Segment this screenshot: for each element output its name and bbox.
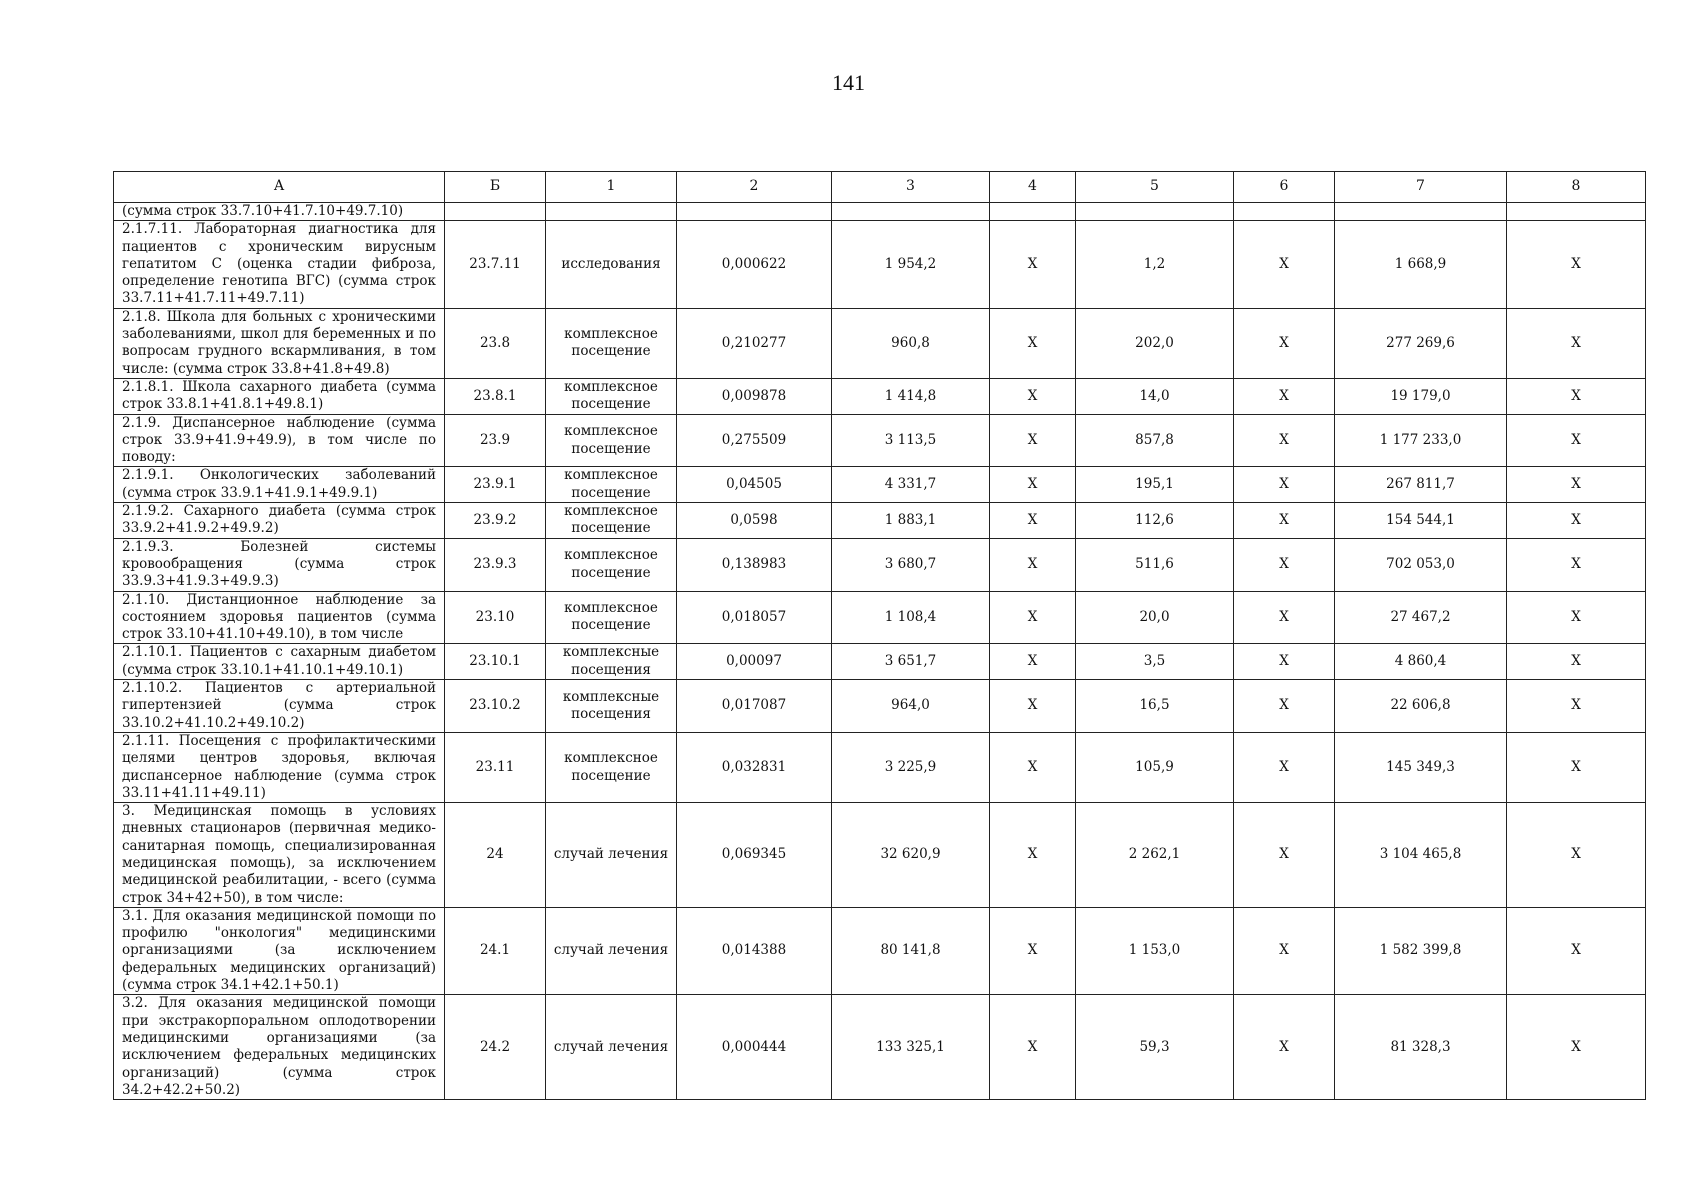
- table-cell: 81 328,3: [1335, 995, 1507, 1100]
- table-cell: X: [990, 680, 1076, 733]
- table-cell: 23.9.3: [445, 538, 546, 591]
- table-cell: 3 680,7: [832, 538, 990, 591]
- table-cell: 1 153,0: [1076, 907, 1234, 994]
- table-cell: 4 331,7: [832, 467, 990, 503]
- table-cell: X: [990, 308, 1076, 378]
- table-cell: [445, 203, 546, 221]
- table-cell: X: [1234, 378, 1335, 414]
- table-cell: комплексное посещение: [546, 538, 677, 591]
- table-cell: 20,0: [1076, 591, 1234, 644]
- table-cell: 80 141,8: [832, 907, 990, 994]
- table-cell: X: [990, 467, 1076, 503]
- table-cell: [1507, 203, 1646, 221]
- table-cell: 16,5: [1076, 680, 1234, 733]
- table-cell: X: [990, 732, 1076, 802]
- table-cell: X: [1507, 467, 1646, 503]
- table-row: [114, 308, 1646, 378]
- table-cell: X: [990, 591, 1076, 644]
- table-cell: 1 414,8: [832, 378, 990, 414]
- table-cell: 0,014388: [677, 907, 832, 994]
- table-cell: X: [1234, 803, 1335, 908]
- row-description-cell: 2.1.10. Дистанционное наблюдение за состоянием здоровья пациентов (сумма строк 33.10+41.10+49.10), в том числе: [114, 591, 445, 644]
- table-cell: 23.7.11: [445, 221, 546, 308]
- table-cell: случай лечения: [546, 803, 677, 908]
- table-cell: комплексное посещение: [546, 591, 677, 644]
- table-row: [114, 221, 1646, 308]
- table-cell: X: [1507, 644, 1646, 680]
- table-cell: 195,1: [1076, 467, 1234, 503]
- row-description-cell: 2.1.9.1. Онкологических заболеваний (сумма строк 33.9.1+41.9.1+49.9.1): [114, 467, 445, 503]
- table-cell: 0,04505: [677, 467, 832, 503]
- row-description-cell: 2.1.8. Школа для больных с хроническими заболеваниями, школ для беременных и по вопросам грудного вскармливания, в том числе: (сумма строк 33.8+41.8+49.8): [114, 308, 445, 378]
- table-cell: 14,0: [1076, 378, 1234, 414]
- table-cell: X: [1507, 503, 1646, 539]
- table-cell: X: [990, 503, 1076, 539]
- table-row: [114, 732, 1646, 802]
- table-cell: X: [1507, 732, 1646, 802]
- row-description-cell: 2.1.7.11. Лабораторная диагностика для пациентов с хроническим вирусным гепатитом C (оценка стадии фиброза, определение генотипа ВГС) (сумма строк 33.7.11+41.7.11+49.7.11): [114, 221, 445, 308]
- table-cell: 0,138983: [677, 538, 832, 591]
- table-cell: 22 606,8: [1335, 680, 1507, 733]
- table-cell: [1076, 203, 1234, 221]
- table-cell: X: [1234, 995, 1335, 1100]
- table-cell: [1234, 203, 1335, 221]
- table-row: [114, 203, 1646, 221]
- table-row: [114, 538, 1646, 591]
- table-cell: X: [1234, 503, 1335, 539]
- table-cell: 23.8: [445, 308, 546, 378]
- row-description-cell: 2.1.10.1. Пациентов с сахарным диабетом (сумма строк 33.10.1+41.10.1+49.10.1): [114, 644, 445, 680]
- table-cell: случай лечения: [546, 907, 677, 994]
- table-cell: X: [1234, 680, 1335, 733]
- table-cell: X: [1234, 644, 1335, 680]
- table-cell: [1335, 203, 1507, 221]
- row-description-cell: 2.1.9.2. Сахарного диабета (сумма строк 33.9.2+41.9.2+49.9.2): [114, 503, 445, 539]
- table-cell: [546, 203, 677, 221]
- table-cell: 0,00097: [677, 644, 832, 680]
- row-description-cell: 2.1.9.3. Болезней системы кровообращения (сумма строк 33.9.3+41.9.3+49.9.3): [114, 538, 445, 591]
- table-cell: 1 954,2: [832, 221, 990, 308]
- table-cell: комплексные посещения: [546, 644, 677, 680]
- table-cell: 23.9.2: [445, 503, 546, 539]
- table-cell: 3 225,9: [832, 732, 990, 802]
- table-cell: X: [990, 907, 1076, 994]
- table-cell: X: [1234, 538, 1335, 591]
- table-row: [114, 995, 1646, 1100]
- table-cell: 24.1: [445, 907, 546, 994]
- table-row: [114, 414, 1646, 467]
- table-cell: 23.9.1: [445, 467, 546, 503]
- table-cell: 105,9: [1076, 732, 1234, 802]
- table-cell: 24.2: [445, 995, 546, 1100]
- row-description-cell: 2.1.11. Посещения с профилактическими целями центров здоровья, включая диспансерное наблюдение (сумма строк 33.11+41.11+49.11): [114, 732, 445, 802]
- table-cell: X: [1234, 467, 1335, 503]
- table-cell: 23.10.2: [445, 680, 546, 733]
- table-cell: 32 620,9: [832, 803, 990, 908]
- table-cell: 154 544,1: [1335, 503, 1507, 539]
- row-description-cell: 2.1.10.2. Пациентов с артериальной гипертензией (сумма строк 33.10.2+41.10.2+49.10.2): [114, 680, 445, 733]
- row-description-cell: 3.2. Для оказания медицинской помощи при экстракорпоральном оплодотворении медицинскими организациями (за исключением федеральных медицинских организаций) (сумма строк 34.2+42.2+50.2): [114, 995, 445, 1100]
- table-cell: 3 104 465,8: [1335, 803, 1507, 908]
- table-cell: 0,069345: [677, 803, 832, 908]
- column-header: 5: [1076, 172, 1234, 203]
- table-cell: 267 811,7: [1335, 467, 1507, 503]
- table-row: [114, 644, 1646, 680]
- table-header-row: [114, 172, 1646, 203]
- table-cell: X: [990, 378, 1076, 414]
- table-cell: 3 113,5: [832, 414, 990, 467]
- table-cell: X: [990, 644, 1076, 680]
- table-cell: комплексные посещения: [546, 680, 677, 733]
- table-cell: комплексное посещение: [546, 503, 677, 539]
- table-cell: 277 269,6: [1335, 308, 1507, 378]
- table-cell: X: [1507, 591, 1646, 644]
- table-cell: 23.9: [445, 414, 546, 467]
- table-row: [114, 907, 1646, 994]
- table-cell: 857,8: [1076, 414, 1234, 467]
- table-cell: 112,6: [1076, 503, 1234, 539]
- table-cell: 19 179,0: [1335, 378, 1507, 414]
- page-number: 141: [832, 70, 865, 95]
- table-cell: 960,8: [832, 308, 990, 378]
- column-header: 3: [832, 172, 990, 203]
- table-cell: 0,000444: [677, 995, 832, 1100]
- table-cell: X: [1507, 803, 1646, 908]
- table-cell: X: [1234, 591, 1335, 644]
- table-cell: 23.11: [445, 732, 546, 802]
- table-cell: 23.10.1: [445, 644, 546, 680]
- table-cell: 4 860,4: [1335, 644, 1507, 680]
- table-cell: 0,009878: [677, 378, 832, 414]
- table-cell: X: [990, 538, 1076, 591]
- row-description-cell: 2.1.8.1. Школа сахарного диабета (сумма строк 33.8.1+41.8.1+49.8.1): [114, 378, 445, 414]
- table-cell: исследования: [546, 221, 677, 308]
- table-cell: 133 325,1: [832, 995, 990, 1100]
- row-description-cell: 2.1.9. Диспансерное наблюдение (сумма строк 33.9+41.9+49.9), в том числе по поводу:: [114, 414, 445, 467]
- table-cell: X: [990, 414, 1076, 467]
- table-cell: 23.8.1: [445, 378, 546, 414]
- column-header: 8: [1507, 172, 1646, 203]
- table-cell: комплексное посещение: [546, 732, 677, 802]
- table-cell: 0,0598: [677, 503, 832, 539]
- table-row: [114, 503, 1646, 539]
- table-cell: X: [990, 221, 1076, 308]
- table-cell: 1 177 233,0: [1335, 414, 1507, 467]
- table-cell: X: [1507, 414, 1646, 467]
- table-cell: X: [1507, 378, 1646, 414]
- column-header: 4: [990, 172, 1076, 203]
- table-cell: 59,3: [1076, 995, 1234, 1100]
- table-cell: 145 349,3: [1335, 732, 1507, 802]
- row-description-cell: 3. Медицинская помощь в условиях дневных стационаров (первичная медико-санитарная помощь, специализированная медицинская помощь), за исключением медицинской реабилитации, - всего (сумма строк 34+42+50), в том числе:: [114, 803, 445, 908]
- table-cell: 24: [445, 803, 546, 908]
- table-cell: X: [1234, 221, 1335, 308]
- table-cell: [677, 203, 832, 221]
- column-header: А: [114, 172, 445, 203]
- table-row: [114, 803, 1646, 908]
- table-cell: 511,6: [1076, 538, 1234, 591]
- table-row: [114, 467, 1646, 503]
- table-cell: X: [1507, 995, 1646, 1100]
- table-cell: X: [990, 995, 1076, 1100]
- table-cell: X: [1234, 732, 1335, 802]
- table-cell: 0,000622: [677, 221, 832, 308]
- table-cell: 2 262,1: [1076, 803, 1234, 908]
- table-cell: 0,275509: [677, 414, 832, 467]
- table-cell: 0,032831: [677, 732, 832, 802]
- table-cell: 964,0: [832, 680, 990, 733]
- table-body: [114, 203, 1646, 1100]
- column-header: 2: [677, 172, 832, 203]
- data-table: [113, 171, 1646, 1100]
- column-header: 7: [1335, 172, 1507, 203]
- table-cell: X: [990, 803, 1076, 908]
- table-cell: X: [1507, 538, 1646, 591]
- table-cell: 23.10: [445, 591, 546, 644]
- table-cell: комплексное посещение: [546, 378, 677, 414]
- table-cell: X: [1507, 308, 1646, 378]
- row-description-cell: (сумма строк 33.7.10+41.7.10+49.7.10): [114, 203, 445, 221]
- table-cell: X: [1507, 680, 1646, 733]
- table-cell: 1 668,9: [1335, 221, 1507, 308]
- table-row: [114, 378, 1646, 414]
- column-header: 6: [1234, 172, 1335, 203]
- table-cell: 1 582 399,8: [1335, 907, 1507, 994]
- row-description-cell: 3.1. Для оказания медицинской помощи по профилю "онкология" медицинскими организациями (за исключением федеральных медицинских организаций) (сумма строк 34.1+42.1+50.1): [114, 907, 445, 994]
- table-cell: комплексное посещение: [546, 467, 677, 503]
- table-row: [114, 680, 1646, 733]
- table-cell: комплексное посещение: [546, 308, 677, 378]
- table-cell: [990, 203, 1076, 221]
- table-cell: 202,0: [1076, 308, 1234, 378]
- table-cell: 3 651,7: [832, 644, 990, 680]
- table-cell: 1,2: [1076, 221, 1234, 308]
- table-cell: 702 053,0: [1335, 538, 1507, 591]
- table-cell: 3,5: [1076, 644, 1234, 680]
- table-cell: X: [1507, 907, 1646, 994]
- table-cell: 0,018057: [677, 591, 832, 644]
- column-header: Б: [445, 172, 546, 203]
- table-cell: [832, 203, 990, 221]
- table-cell: 0,017087: [677, 680, 832, 733]
- table-cell: 0,210277: [677, 308, 832, 378]
- table-cell: X: [1234, 907, 1335, 994]
- table-cell: X: [1507, 221, 1646, 308]
- table-cell: комплексное посещение: [546, 414, 677, 467]
- table-cell: 27 467,2: [1335, 591, 1507, 644]
- table-row: [114, 591, 1646, 644]
- table-cell: 1 108,4: [832, 591, 990, 644]
- table-cell: X: [1234, 414, 1335, 467]
- table-cell: случай лечения: [546, 995, 677, 1100]
- table-cell: X: [1234, 308, 1335, 378]
- table-cell: 1 883,1: [832, 503, 990, 539]
- column-header: 1: [546, 172, 677, 203]
